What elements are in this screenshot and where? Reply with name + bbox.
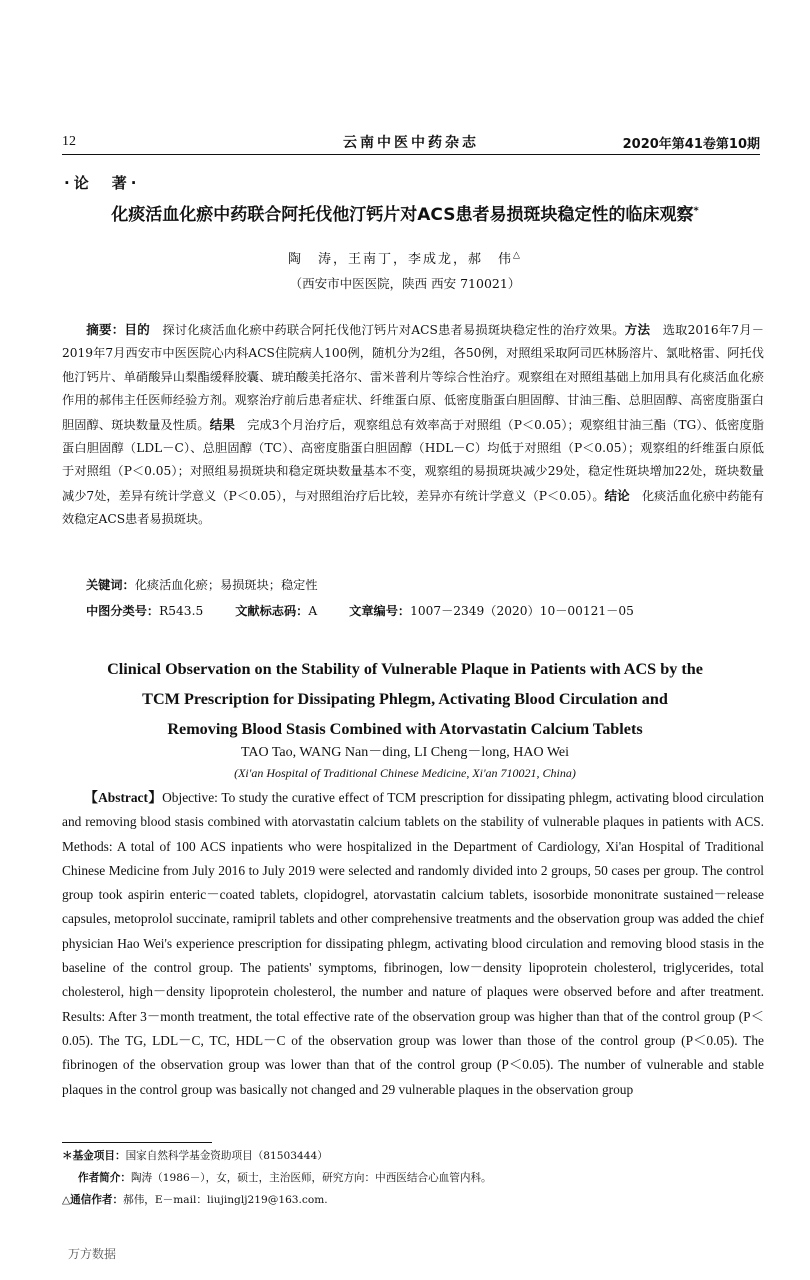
issue-info: 2020年第41卷第10期: [622, 137, 760, 152]
doc-code-value: A: [308, 604, 318, 618]
corresponding-mark: △: [513, 250, 522, 261]
keywords: [86, 576, 318, 593]
conclusion-label: 结论: [604, 487, 630, 503]
footnote-fund: [62, 1148, 328, 1163]
abstract-en-text: Objective: To study the curative effect of TCM prescription for dissipating phlegm, activating blood circulation and removing blood stasis combined with atorvastatin calcium tablets on the stability of vulnerable plaques in patients with ACS. Methods: A total of 100 ACS inpatients who were hospitalized in the Department of Cardiology, Xi'an Hospital of Traditional Chinese Medicine from July 2016 to July 2019 were selected and randomly divided into 2 groups, 50 cases per group. The control group took aspirin enteric－coated tablets, clopidogrel, atorvastatin calcium tablets, isosorbide mononitrate sustained－release capsules, metoprolol succinate, ramipril tablets and other comprehensive treatments and the observation group was added the chief physician Hao Wei's experience prescription for dissipating phlegm, activating blood circulation and removing blood stasis in the baseline of the control group. The patients' symptoms, fibrinogen, low－density lipoprotein cholesterol, triglycerides, total cholesterol, high－density lipoprotein cholesterol, the number and nature of plaques were observed before and after treatment. Results: After 3－month treatment, the total effective rate of the observation group was higher than that of the control group (P＜0.05). The TG, LDL－C, TC, HDL－C of the observation group was lower than those of the control group (P＜0.05). The fibrinogen of the observation group was lower than that of the control group (P＜0.05). The number of vulnerable and stable plaques in the control group was basically not changed and 29 vulnerable plaques in the observation group: [62, 790, 764, 1097]
watermark: 万方数据: [68, 1247, 117, 1261]
fund-text: 国家自然科学基金资助项目（81503444）: [125, 1150, 328, 1162]
authors-cn-text: 陶 涛，王南丁，李成龙，郝 伟: [288, 252, 514, 267]
article-title-cn: [40, 200, 770, 225]
article-title-cn-text: 化痰活血化瘀中药联合阿托伐他汀钙片对ACS患者易损斑块稳定性的临床观察: [111, 205, 694, 225]
clc-value: R543.5: [159, 604, 204, 618]
affiliation-en: (Xi'an Hospital of Traditional Chinese Medicine, Xi'an 710021, China): [234, 766, 576, 780]
title-en-line-1: Clinical Observation on the Stability of Vulnerable Plaque in Patients with ACS by the: [107, 660, 703, 678]
classification-line: [86, 602, 634, 619]
results-label: 结果: [209, 416, 235, 432]
journal-name: 云南中医中药杂志: [343, 135, 479, 151]
bio-text: 陶涛（1986－），女，硕士，主治医师，研究方向：中西医结合心血管内科。: [130, 1172, 492, 1184]
results-text: 完成3个月治疗后，观察组总有效率高于对照组（P＜0.05）；观察组甘油三酯（TG）、低密度脂蛋白胆固醇（LDL－C）、总胆固醇（TC）、高密度脂蛋白胆固醇（HDL－C）均低于对照组（P＜0.05）；观察组的纤维蛋白原低于对照组（P＜0.05）；对照组易损斑块和稳定斑块数量基本不变，观察组的易损斑块减少29处，稳定性斑块增加22处，斑块数量减少7处，差异有统计学意义（P＜0.05），与对照组治疗后比较，差异亦有统计学意义（P＜0.05）。: [62, 417, 764, 503]
methods-text: 选取2016年7月－2019年7月西安市中医医院心内科ACS住院病人100例，随机分为2组，各50例，对照组采取阿司匹林肠溶片、氯吡格雷、阿托伐他汀钙片、单硝酸异山梨酯缓释胶囊、琥珀酸美托洛尔、雷米普利片等综合性治疗。观察组在对照组基础上加用具有化痰活血化瘀作用的郝伟主任医师经验方剂。观察治疗前后患者症状、纤维蛋白原、低密度脂蛋白胆固醇、甘油三酯、总胆固醇、高密度脂蛋白胆固醇、斑块数量及性质。: [62, 323, 764, 432]
affiliation-cn: （西安市中医医院，陕西 西安 710021）: [289, 276, 521, 291]
methods-label: 方法: [624, 322, 651, 337]
authors-cn: [0, 248, 810, 267]
running-header: [62, 128, 760, 155]
title-footnote-mark: *: [693, 205, 699, 217]
objective-label: 目的: [124, 322, 151, 337]
corr-label: △通信作者：: [62, 1194, 124, 1206]
keywords-value: 化痰活血化瘀；易损斑块；稳定性: [134, 578, 318, 592]
title-en-line-2: TCM Prescription for Dissipating Phlegm, Activating Blood Circulation and: [142, 690, 668, 708]
fund-label: ＊基金项目：: [62, 1150, 126, 1162]
footnote-divider: [62, 1142, 212, 1143]
conclusion-text: 化痰活血化瘀中药能有效稳定ACS患者易损斑块。: [62, 488, 764, 527]
abstract-cn: [62, 318, 764, 532]
bio-label: 作者简介：: [78, 1172, 131, 1184]
clc-label: 中图分类号：: [86, 604, 160, 618]
article-number-value: 1007－2349（2020）10－00121－05: [410, 604, 634, 618]
page-number: 12: [62, 134, 76, 149]
footnote-corresponding: [62, 1192, 328, 1207]
keywords-label: 关键词：: [86, 578, 135, 592]
section-label: ·论 著·: [64, 174, 141, 192]
corr-text: 郝伟，E－mail：liujinglj219@163.com.: [123, 1194, 328, 1206]
abstract-en: [62, 786, 764, 1102]
title-en-line-3: Removing Blood Stasis Combined with Atorvastatin Calcium Tablets: [167, 720, 643, 738]
abstract-en-label: 【Abstract】: [84, 790, 163, 805]
objective-text: 探讨化痰活血化瘀中药联合阿托伐他汀钙片对ACS患者易损斑块稳定性的治疗效果。: [150, 323, 625, 337]
footnote-author-bio: [78, 1170, 492, 1185]
article-title-en: [40, 654, 770, 744]
authors-en: TAO Tao, WANG Nan－ding, LI Cheng－long, HAO Wei: [240, 745, 570, 760]
abstract-cn-label: 摘要：: [86, 322, 125, 337]
article-number-label: 文章编号：: [349, 604, 411, 618]
doc-code-label: 文献标志码：: [235, 604, 309, 618]
